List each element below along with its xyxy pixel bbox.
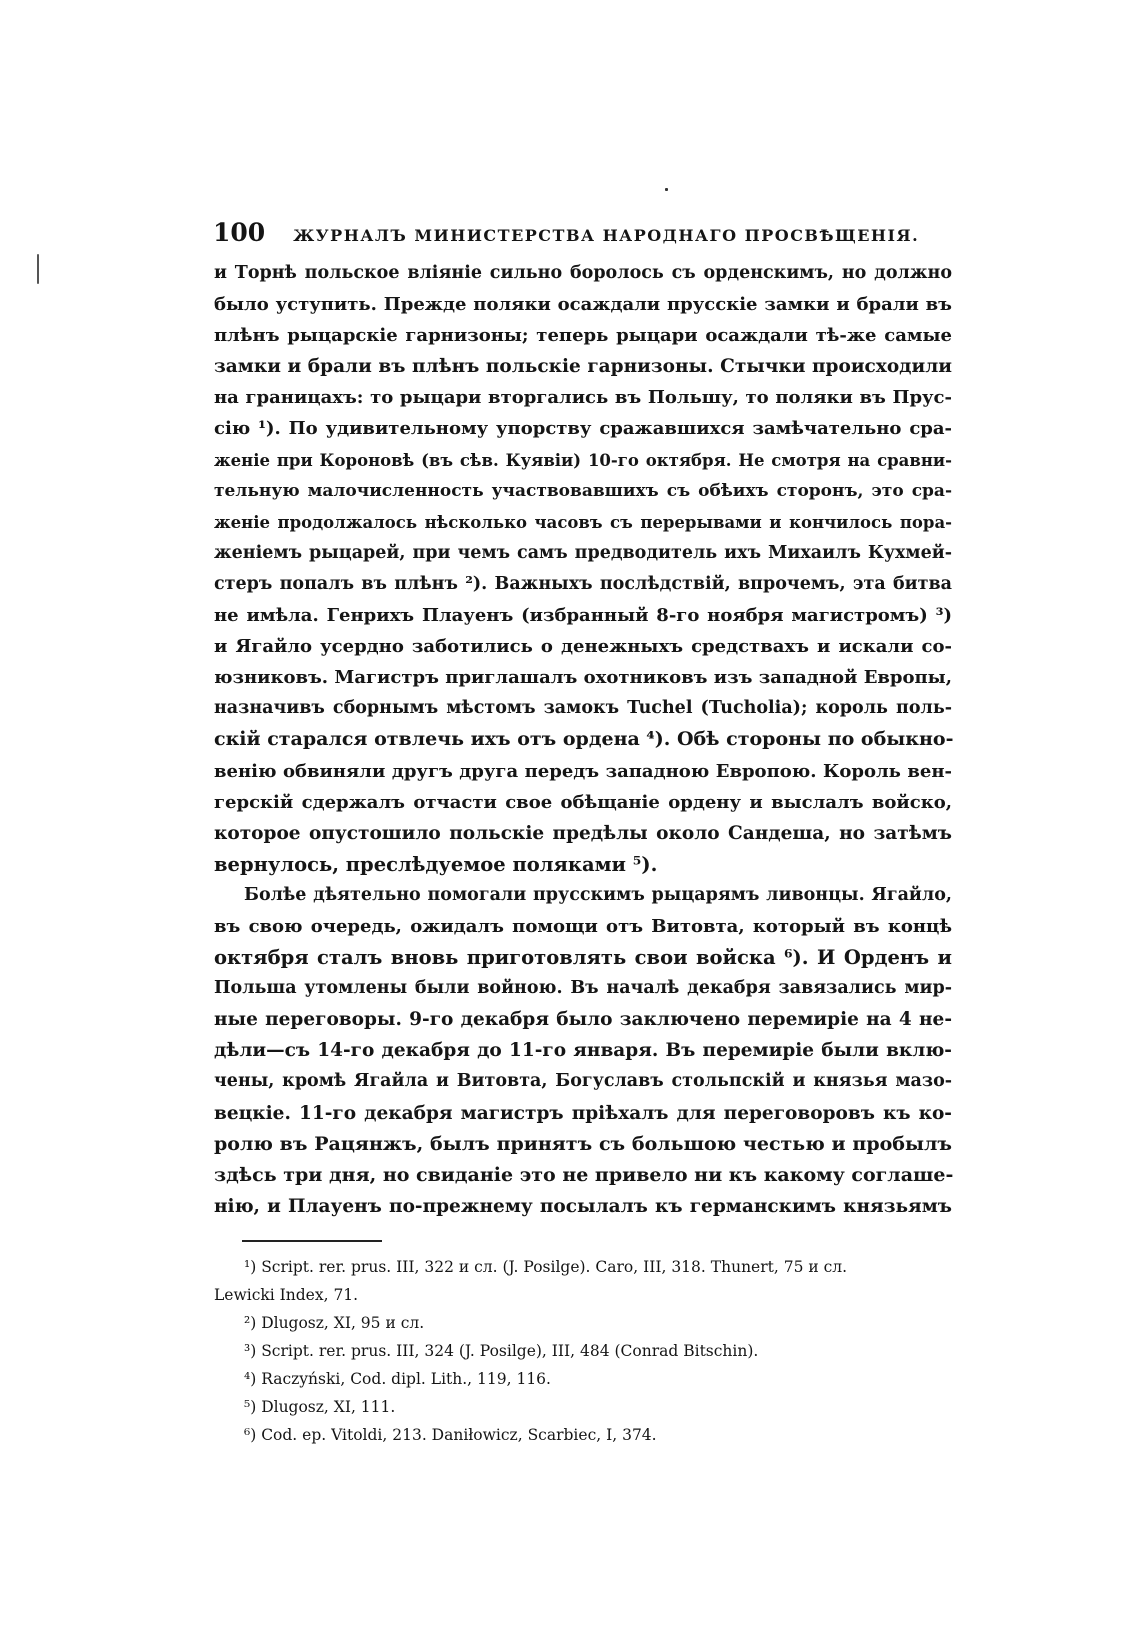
body-text: [214, 258, 952, 1222]
text-line: плѣнъ рыцарскіе гарнизоны; теперь рыцари осаждали тѣ-же самые: [214, 325, 952, 347]
text-line: юзниковъ. Магистръ приглашалъ охотниковъ изъ западной Европы,: [214, 667, 952, 689]
text-line: и Ягайло усердно заботились о денежныхъ средствахъ и искали со-: [214, 636, 952, 658]
text-line: не имѣла. Генрихъ Плауенъ (избранный 8-го ноября магистромъ) ³): [214, 605, 952, 627]
text-line: октября сталъ вновь приготовлять свои войска ⁶). И Орденъ и: [214, 946, 952, 970]
footnote-line: ⁵) Dlugosz, XI, 111.: [244, 1398, 396, 1416]
binding-edge-mark: [37, 254, 39, 284]
footnote-separator: [242, 1240, 382, 1242]
text-line: замки и брали въ плѣнъ польскіе гарнизоны. Стычки происходили: [214, 356, 952, 378]
page-number: 100: [213, 218, 266, 247]
text-line: назначивъ сборнымъ мѣстомъ замокъ Tuchel (Tucholia); король поль-: [214, 698, 952, 719]
text-line: женіе продолжалось нѣсколько часовъ съ перерывами и кончилось пора-: [214, 512, 952, 532]
text-line: въ свою очередь, ожидалъ помощи отъ Витовта, который въ концѣ: [214, 915, 952, 937]
text-line: ные переговоры. 9-го декабря было заключено перемиріе на 4 не-: [214, 1009, 952, 1031]
text-line: вецкіе. 11-го декабря магистръ пріѣхалъ для переговоровъ къ ко-: [214, 1102, 952, 1124]
text-line: на границахъ: то рыцари вторгались въ Польшу, то поляки въ Прус-: [214, 387, 952, 409]
footnote-line: Lewicki Index, 71.: [214, 1286, 359, 1304]
text-line: стеръ попалъ въ плѣнъ ²). Важныхъ послѣдствій, впрочемъ, эта битва: [214, 573, 952, 594]
text-line: здѣсь три дня, но свиданіе это не привело ни къ какому соглаше-: [214, 1163, 954, 1186]
text-line: венію обвиняли другъ друга передъ западною Европою. Король вен-: [214, 760, 952, 782]
text-line: Болѣе дѣятельно помогали прусскимъ рыцарямъ ливонцы. Ягайло,: [244, 884, 952, 905]
text-line: скій старался отвлечь ихъ отъ ордена ⁴). Обѣ стороны по обыкно-: [214, 728, 954, 751]
text-line: и Торнѣ польское вліяніе сильно боролось съ орденскимъ, но должно: [214, 263, 952, 283]
footnote-line: ⁶) Cod. ep. Vitoldi, 213. Daniłowicz, Scarbiec, I, 374.: [244, 1426, 657, 1444]
scan-speck-top: [665, 188, 668, 191]
text-line: вернулось, преслѣдуемое поляками ⁵).: [214, 852, 658, 876]
text-line: дѣли—съ 14-го декабря до 11-го января. Въ перемиріе были вклю-: [214, 1040, 952, 1062]
text-line: чены, кромѣ Ягайла и Витовта, Богуславъ стольпскій и князья мазо-: [214, 1071, 952, 1092]
footnote-line: ¹) Script. rer. prus. III, 322 и сл. (J. Posilge). Caro, III, 318. Thunert, 75 и сл.: [244, 1258, 848, 1276]
text-line: сію ¹). По удивительному упорству сражавшихся замѣчательно сра-: [214, 418, 952, 440]
text-line: которое опустошило польскіе предѣлы около Сандеша, но затѣмъ: [214, 822, 952, 844]
text-line: женіемъ рыцарей, при чемъ самъ предводитель ихъ Михаилъ Кухмей-: [214, 542, 952, 563]
text-line: герскій сдержалъ отчасти свое обѣщаніе ордену и выслалъ войско,: [214, 791, 952, 813]
footnote-line: ⁴) Raczyński, Cod. dipl. Lith., 119, 116.: [244, 1370, 551, 1388]
text-line: было уступить. Прежде поляки осаждали прусскіе замки и брали въ: [214, 294, 952, 316]
text-line: Польша утомлены были войною. Въ началѣ декабря завязались мир-: [214, 978, 952, 999]
footnote-line: ³) Script. rer. prus. III, 324 (J. Posilge), III, 484 (Conrad Bitschin).: [244, 1342, 759, 1360]
footnotes: [214, 1253, 954, 1449]
text-line: тельную малочисленность участвовавшихъ съ обѣихъ сторонъ, это сра-: [214, 480, 952, 501]
text-line: нію, и Плауенъ по-прежнему посылалъ къ германскимъ князьямъ: [214, 1195, 952, 1217]
text-line: женіе при Короновѣ (въ сѣв. Куявіи) 10-го октября. Не смотря на сравни-: [214, 450, 952, 470]
page-header: [213, 218, 953, 250]
footnote-line: ²) Dlugosz, XI, 95 и сл.: [244, 1314, 425, 1332]
text-line: ролю въ Рацянжъ, былъ принятъ съ большою честью и пробылъ: [214, 1132, 952, 1155]
running-title: ЖУРНАЛЪ МИНИСТЕРСТВА НАРОДНАГО ПРОСВѢЩЕНІЯ.: [293, 226, 920, 245]
